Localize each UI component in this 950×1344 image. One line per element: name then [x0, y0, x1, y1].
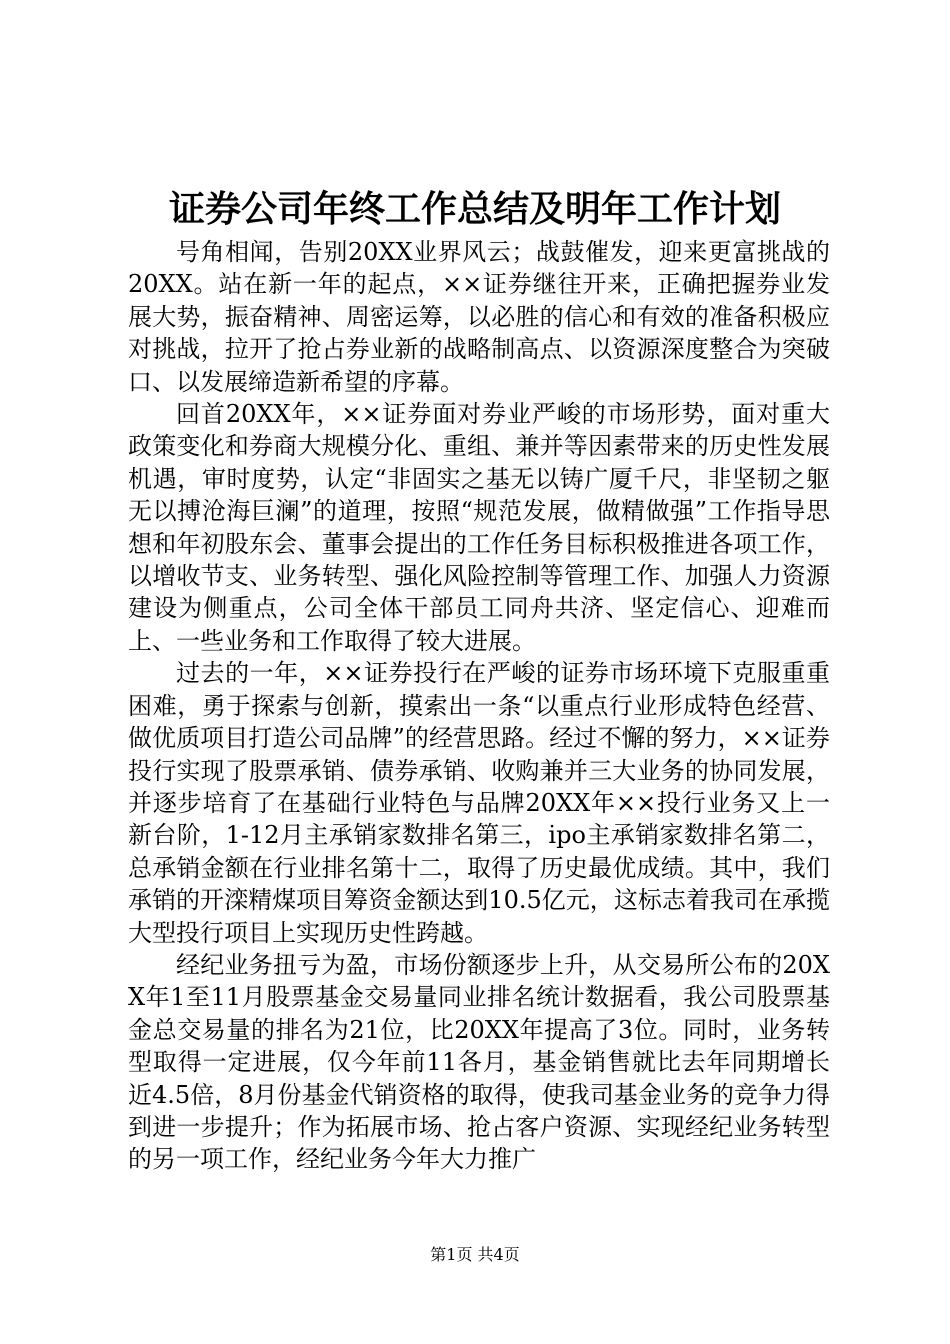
paragraph: 经纪业务扭亏为盈，市场份额逐步上升，从交易所公布的20XX年1至11月股票基金交易量同业排名统计数据看，我公司股票基金总交易量的排名为21位，比20XX年提高了3位。同时，业务转型取得一定进展，仅今年前11各月，基金销售就比去年同期增长近4.5倍，8月份基金代销资格的取得，使我司基金业务的竞争力得到进一步提升；作为拓展市场、抢占客户资源、实现经纪业务转型的另一项工作，经纪业务今年大力推广 [128, 950, 830, 1174]
paragraph: 号角相闻，告别20XX业界风云；战鼓催发，迎来更富挑战的20XX。站在新一年的起点，××证券继往开来，正确把握券业发展大势，振奋精神、周密运筹，以必胜的信心和有效的准备积极应对挑战，拉开了抢占券业新的战略制高点、以资源深度整合为突破口、以发展缔造新希望的序幕。 [128, 238, 830, 396]
paragraph: 过去的一年，××证券投行在严峻的证券市场环境下克服重重困难，勇于探索与创新，摸索出一条“以重点行业形成特色经营、做优质项目打造公司品牌”的经营思路。经过不懈的努力，××证券投行实现了股票承销、债券承销、收购兼并三大业务的协同发展，并逐步培育了在基础行业特色与品牌20XX年××投行业务又上一新台阶，1-12月主承销家数排名第三，ipo主承销家数排名第二，总承销金额在行业排名第十二，取得了历史最优成绩。其中，我们承销的开滦精煤项目筹资金额达到10.5亿元，这标志着我司在承揽大型投行项目上实现历史性跨越。 [128, 659, 830, 947]
document-title: 证券公司年终工作总结及明年工作计划 [168, 188, 781, 230]
document-body [128, 236, 830, 1176]
page-number-footer: 第1页 共4页 [430, 1245, 520, 1264]
paragraph: 回首20XX年，××证券面对券业严峻的市场形势，面对重大政策变化和券商大规模分化、重组、兼并等因素带来的历史性发展机遇，审时度势，认定“非固实之基无以铸广厦千尺，非坚韧之躯无以搏沧海巨澜”的道理，按照“规范发展，做精做强”工作指导思想和年初股东会、董事会提出的工作任务目标积极推进各项工作，以增收节支、业务转型、强化风险控制等管理工作、加强人力资源建设为侧重点，公司全体干部员工同舟共济、坚定信心、迎难而上、一些业务和工作取得了较大进展。 [128, 400, 830, 655]
